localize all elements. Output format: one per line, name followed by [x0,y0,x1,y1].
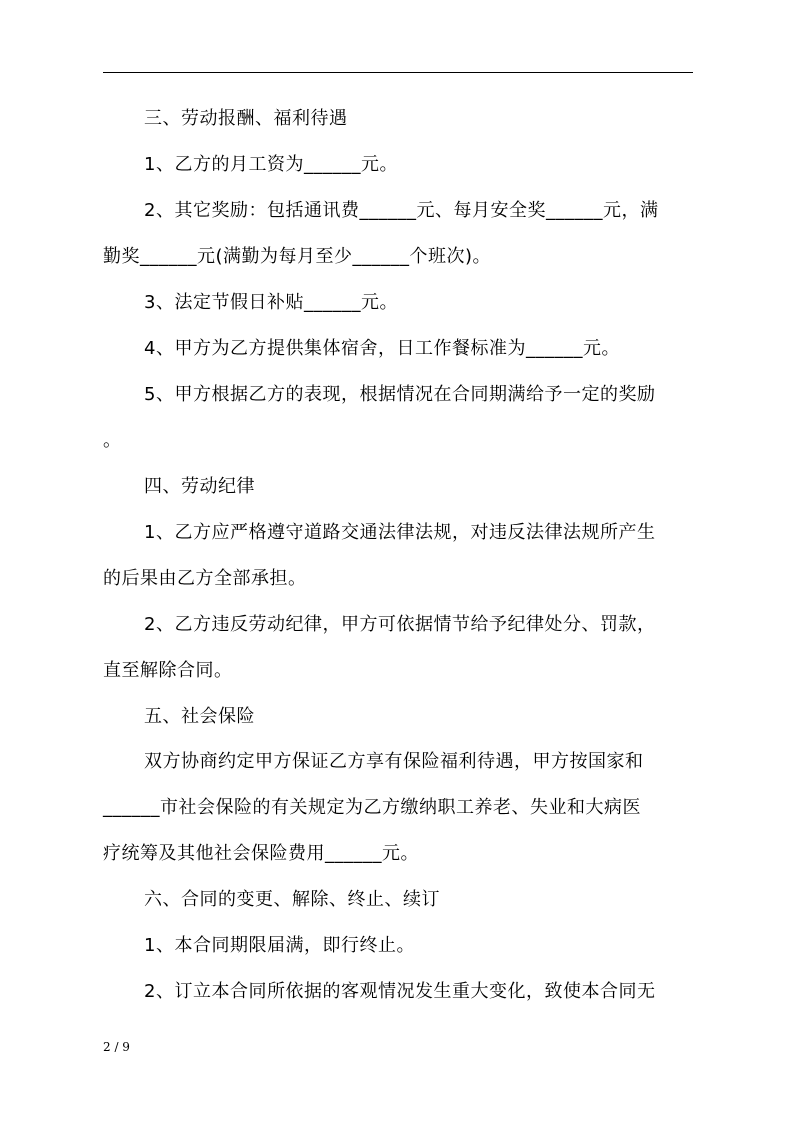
paragraph-line: 疗统筹及其他社会保险费用______元。 [103,843,419,864]
paragraph-line: 5、甲方根据乙方的表现，根据情况在合同期满给予一定的奖励 [144,384,656,405]
paragraph-line: 2、乙方违反劳动纪律，甲方可依据情节给予纪律处分、罚款， [144,614,656,635]
section-heading-5: 五、社会保险 [144,706,255,727]
header-rule [103,72,693,73]
paragraph-line: 2、订立本合同所依据的客观情况发生重大变化，致使本合同无 [144,981,656,1002]
section-heading-4: 四、劳动纪律 [144,476,255,497]
paragraph-line: 直至解除合同。 [103,660,233,681]
paragraph-line: 3、法定节假日补贴______元。 [144,292,398,313]
page-number: 2 / 9 [103,1040,130,1054]
paragraph-line: 的后果由乙方全部承担。 [103,568,307,589]
paragraph-line: 1、本合同期限届满，即行终止。 [144,935,415,956]
paragraph-line: 1、乙方的月工资为______元。 [144,154,398,175]
paragraph-line: 勤奖______元(满勤为每月至少______个班次)。 [103,246,492,267]
paragraph-line: 4、甲方为乙方提供集体宿舍，日工作餐标准为______元。 [144,338,620,359]
paragraph-line: 双方协商约定甲方保证乙方享有保险福利待遇，甲方按国家和 [144,751,644,772]
paragraph-line: ______市社会保险的有关规定为乙方缴纳职工养老、失业和大病医 [103,797,641,818]
paragraph-line: 。 [103,430,122,451]
section-heading-3: 三、劳动报酬、福利待遇 [144,108,348,129]
section-heading-6: 六、合同的变更、解除、终止、续订 [144,889,440,910]
paragraph-line: 2、其它奖励：包括通讯费______元、每月安全奖______元，满 [144,200,659,221]
paragraph-line: 1、乙方应严格遵守道路交通法律法规，对违反法律法规所产生 [144,522,656,543]
